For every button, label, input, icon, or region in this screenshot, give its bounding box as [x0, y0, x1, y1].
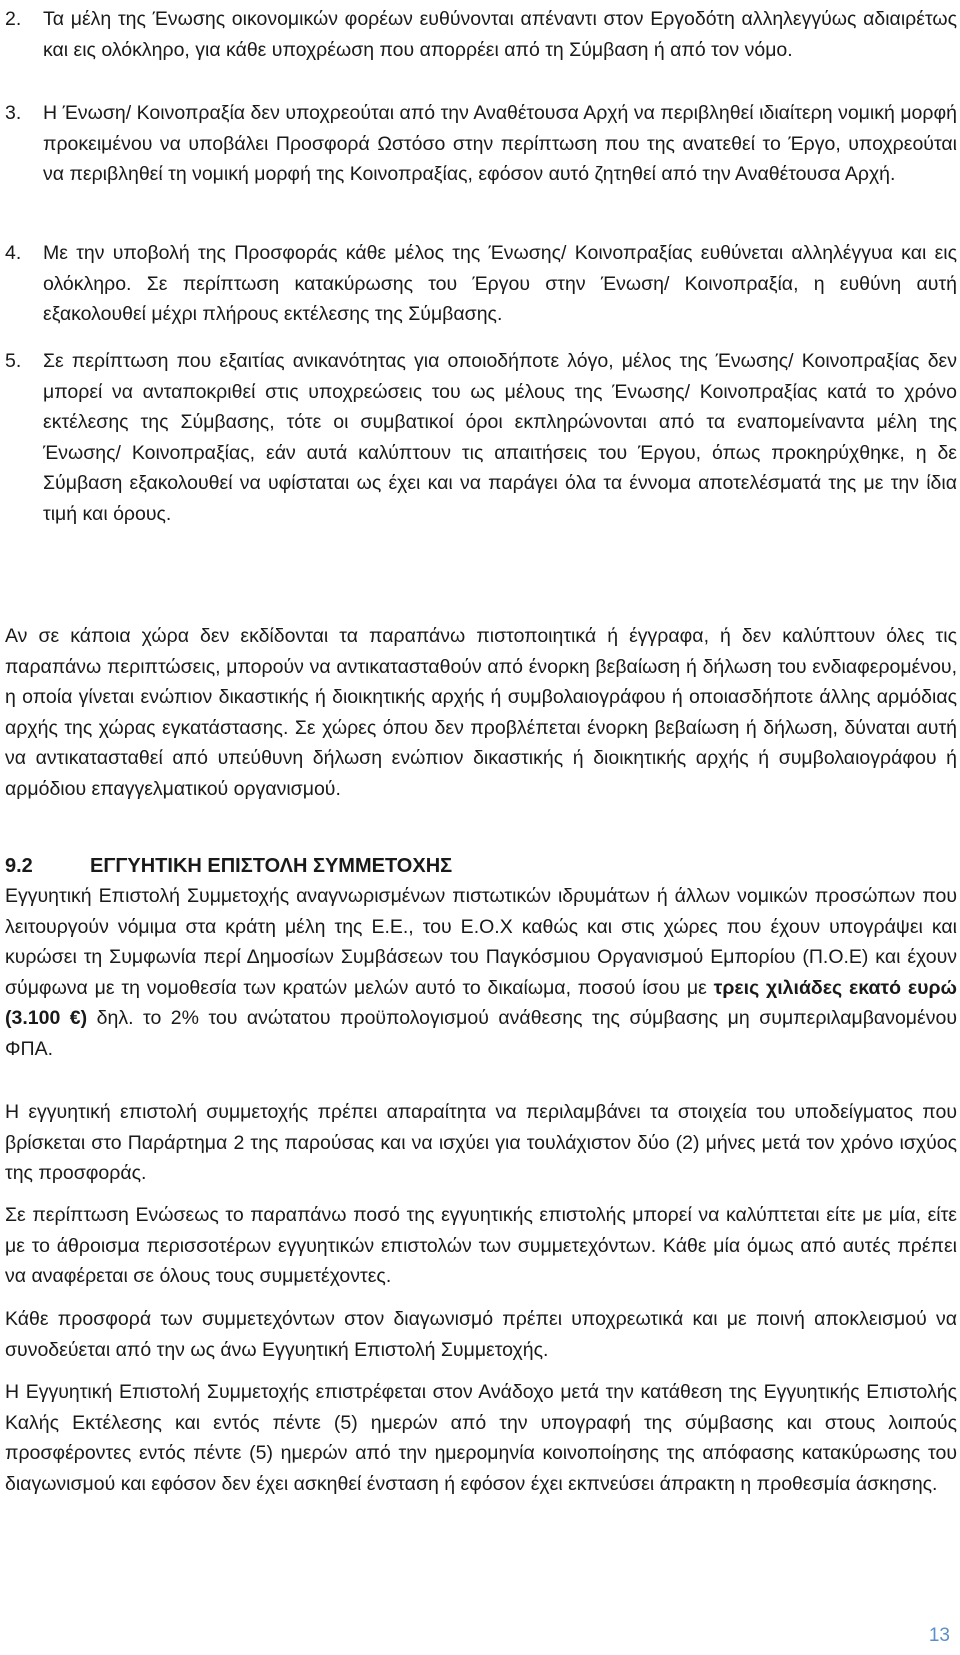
list-item	[5, 4, 957, 65]
guarantee-amount: τρεις χιλιάδες εκατό ευρώ (3.100 €)	[5, 976, 958, 1030]
page-number: 13	[928, 1625, 950, 1646]
certificates-paragraph: Αν σε κάποια χώρα δεν εκδίδονται τα παραπάνω πιστοποιητικά ή έγγραφα, ή δεν καλύπτουν όλες τις παραπάνω περιπτώσεις, μπορούν να αντικατασταθούν από ένορκη βεβαίωση ή δήλωση του ενδιαφερομένου, η οποία γίνεται ενώπιον δικαστικής ή διοικητικής αρχής ή συμβολαιογράφου ή οποιασδήποτε άλλης αρμόδιας αρχής της χώρας εγκατάστασης. Σε χώρες όπου δεν προβλέπεται ένορκη βεβαίωση ή δήλωση, δύναται αυτή να αντικατασταθεί από υπεύθυνη δήλωση ενώπιον δικαστικής ή διοικητικής αρχής ή συμβολαιογράφου ή αρμόδιου επαγγελματικού οργανισμού.	[5, 625, 957, 800]
union-paragraph: Σε περίπτωση Ενώσεως το παραπάνω ποσό της εγγυητικής επιστολής μπορεί να καλύπτεται είτε με μία, είτε με το άθροισμα περισσοτέρων εγγυητικών επιστολών των συμμετεχόντων. Κάθε μία όμως από αυτές πρέπει να αναφέρεται σε όλους τους συμμετέχοντες.	[5, 1204, 957, 1288]
penalty-paragraph: Κάθε προσφορά των συμμετεχόντων στον διαγωνισμό πρέπει υποχρεωτικά και με ποινή αποκλεισμού να συνοδεύεται από την ως άνω Εγγυητική Επιστολή Συμμετοχής.	[5, 1308, 957, 1361]
guarantee-paragraph	[5, 881, 957, 1065]
list-item	[5, 238, 957, 330]
list-item-text: Σε περίπτωση που εξαιτίας ανικανότητας για οποιοδήποτε λόγο, μέλος της Ένωσης/ Κοινοπραξίας δεν μπορεί να ανταποκριθεί στις υποχρεώσεις του ως μέλους της Ένωσης/ Κοινοπραξίας κατά το χρόνο εκτέλεσης της Σύμβασης, τότε οι συμβατικοί όροι εκπληρώνονται από τα εναπομείναντα μέλη της Ένωσης/ Κοινοπραξίας, εάν αυτά καλύπτουν τις απαιτήσεις του Έργου, όπως προκηρύχθηκε, η δε Σύμβαση εξακολουθεί να υφίσταται ως έχει και να παράγει όλα τα έννομα αποτελέσματά της με την ίδια τιμή και όρους.	[43, 350, 957, 525]
section-number: 9.2	[5, 855, 33, 877]
return-paragraph: Η Εγγυητική Επιστολή Συμμετοχής επιστρέφεται στον Ανάδοχο μετά την κατάθεση της Εγγυητικής Επιστολής Καλής Εκτέλεσης και εντός πέντε (5) ημερών από την υπογραφή της σύμβασης και στους λοιπούς προσφέροντες εντός πέντε (5) ημερών από την ημερομηνία κοινοποίησης της απόφασης κατακύρωσης του διαγωνισμού και εφόσον δεν έχει ασκηθεί ένσταση ή εφόσον έχει εκπνεύσει άπρακτη η προθεσμία άσκησης.	[5, 1381, 957, 1495]
list-item-number: 5.	[5, 350, 22, 372]
list-item-number: 3.	[5, 102, 22, 124]
section-title: ΕΓΓΥΗΤΙΚΗ ΕΠΙΣΤΟΛΗ ΣΥΜΜΕΤΟΧΗΣ	[90, 855, 453, 877]
section-heading	[5, 851, 957, 881]
guarantee-text-end: δηλ. το 2% του ανώτατου προϋπολογισμού ανάθεσης της σύμβασης μη συμπεριλαμβανομένου ΦΠΑ.	[5, 1007, 957, 1060]
list-item	[5, 98, 957, 190]
list-item-number: 2.	[5, 8, 22, 30]
template-paragraph: Η εγγυητική επιστολή συμμετοχής πρέπει απαραίτητα να περιλαμβάνει τα στοιχεία του υποδείγματος που βρίσκεται στο Παράρτημα 2 της παρούσας και να ισχύει για τουλάχιστον δύο (2) μήνες μετά τον χρόνο ισχύος της προσφοράς.	[5, 1101, 957, 1185]
list-item-text: Τα μέλη της Ένωσης οικονομικών φορέων ευθύνονται απέναντι στον Εργοδότη αλληλεγγύως αδιαιρέτως και εις ολόκληρο, για κάθε υποχρέωση που απορρέει από τη Σύμβαση ή από τον νόμο.	[43, 8, 957, 61]
list-item-text: Η Ένωση/ Κοινοπραξία δεν υποχρεούται από την Αναθέτουσα Αρχή να περιβληθεί ιδιαίτερη νομική μορφή προκειμένου να υποβάλει Προσφορά Ωστόσο στην περίπτωση που της ανατεθεί το Έργο, υποχρεούται να περιβληθεί τη νομική μορφή της Κοινοπραξίας, εφόσον αυτό ζητηθεί από την Αναθέτουσα Αρχή.	[43, 102, 957, 186]
guarantee-text-start: Εγγυητική Επιστολή Συμμετοχής αναγνωρισμένων πιστωτικών ιδρυμάτων ή άλλων νομικών προσώπων που λειτουργούν νόμιμα στα κράτη μέλη της Ε.Ε., του Ε.Ο.Χ καθώς και στις χώρες που έχουν υπογράψει και κυρώσει τη Συμφωνία περί Δημοσίων Συμβάσεων του Παγκόσμιου Οργανισμού Εμπορίου (Π.Ο.Ε) και έχουν σύμφωνα με τη νομοθεσία των κρατών μελών αυτό το δικαίωμα, ποσού ίσου με	[5, 885, 957, 999]
list-item-number: 4.	[5, 242, 22, 264]
list-item-text: Με την υποβολή της Προσφοράς κάθε μέλος της Ένωσης/ Κοινοπραξίας ευθύνεται αλληλέγγυα και εις ολόκληρο. Σε περίπτωση κατακύρωσης του Έργου στην Ένωση/ Κοινοπραξία, η ευθύνη αυτή εξακολουθεί μέχρι πλήρους εκτέλεσης της Σύμβασης.	[43, 242, 957, 326]
list-item	[5, 346, 957, 530]
